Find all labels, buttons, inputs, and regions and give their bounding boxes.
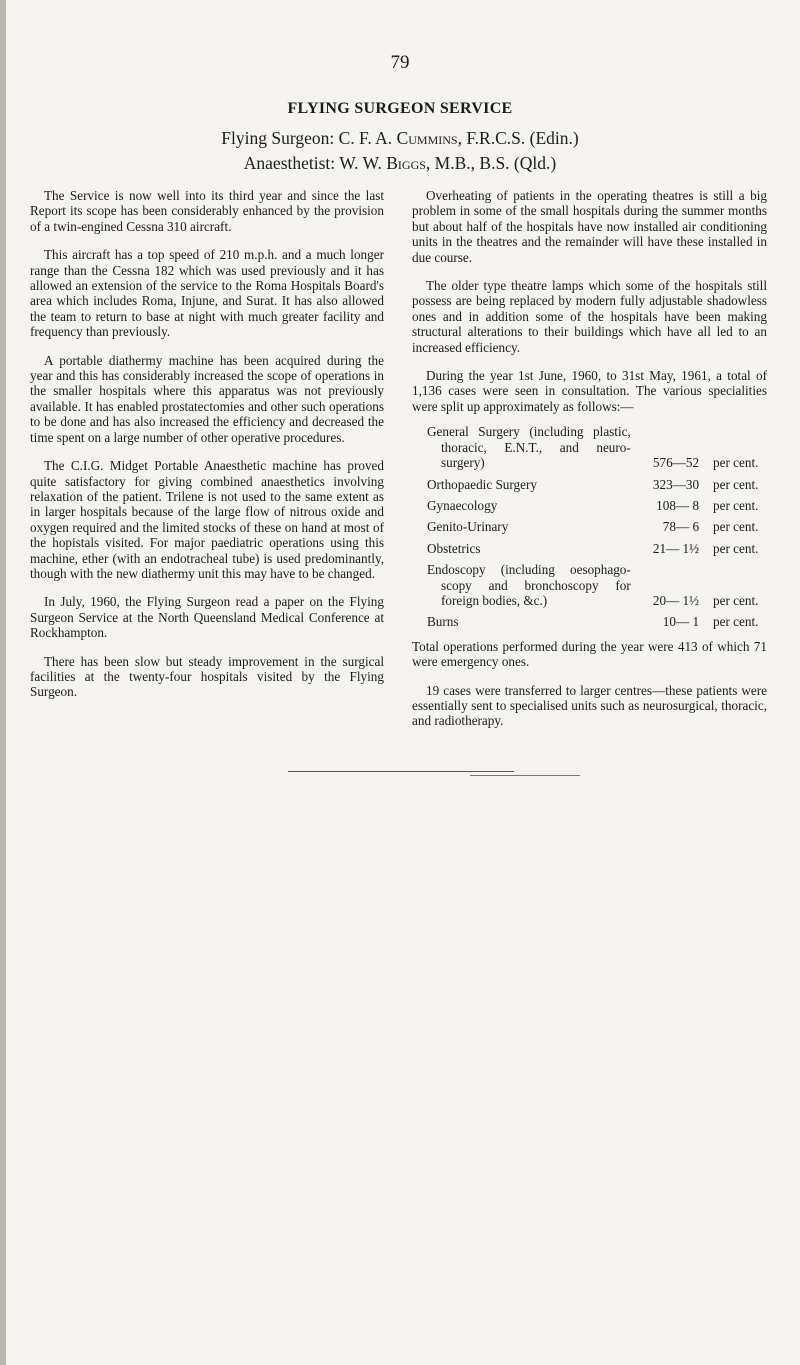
speciality-name: Obstetrics — [427, 540, 481, 556]
credit-anaesthetist — [0, 153, 800, 174]
paragraph: During the year 1st June, 1960, to 31st May, 1961, a total of 1,136 cases were seen in consultation. The various specialities were split up approximately as follows:— — [412, 368, 767, 414]
right-column — [412, 188, 767, 742]
page-number: 79 — [390, 52, 410, 73]
speciality-name: Endoscopy (including oesophago-scopy and bronchoscopy for foreign bodies, &c.) — [427, 562, 631, 608]
speciality-count: 21— 1½ — [652, 540, 700, 556]
speciality-unit: per cent. — [713, 476, 759, 492]
speciality-count: 78— 6 — [662, 519, 700, 535]
table-row — [427, 424, 767, 476]
speciality-name: Genito-Urinary — [427, 519, 509, 535]
paragraph: There has been slow but steady improvement in the surgical facilities at the twenty-four hospitals visited by the Flying Surgeon. — [30, 653, 384, 700]
credit-qualifications: , F.R.C.S. (Edin.) — [457, 128, 579, 148]
table-row — [427, 562, 767, 614]
credit-surname: Biggs — [386, 153, 426, 173]
paragraph: Total operations performed during the year were 413 of which 71 were emergency ones. — [412, 638, 767, 670]
speciality-count: 20— 1½ — [652, 592, 700, 608]
speciality-unit: per cent. — [713, 592, 759, 608]
paragraph: The C.I.G. Midget Portable Anaesthetic machine has proved quite satisfactory for giving combined anaesthetics involving relaxation of the patient. Trilene is not used to the same extent as in larger hospitals because of the large flow of nitrous oxide and oxygen required and the limited stocks of these on hand at most of the hopistals visited. For major paediatric operations using this machine, ether (with an endotracheal tube) is used predominantly, though with the new diathermy unit this may have to be changed. — [30, 458, 384, 581]
speciality-count: 10— 1 — [662, 614, 700, 630]
speciality-name: Gynaecology — [427, 497, 498, 513]
paragraph: 19 cases were transferred to larger centres—these patients were essentially sent to specialised units such as neurosurgical, thoracic, and radiotherapy. — [412, 682, 767, 729]
speciality-unit: per cent. — [713, 614, 759, 630]
credit-initials: C. F. A. — [338, 128, 393, 148]
table-row — [427, 519, 767, 540]
page-edge-shadow — [0, 0, 6, 1365]
paragraph: In July, 1960, the Flying Surgeon read a paper on the Flying Surgeon Service at the North Queensland Medical Conference at Rockhampton. — [30, 594, 384, 641]
speciality-name: Orthopaedic Surgery — [427, 476, 537, 492]
table-row — [427, 541, 767, 562]
table-row — [427, 614, 767, 635]
left-column — [30, 188, 384, 713]
speciality-count: 576—52 — [652, 455, 700, 471]
table-row — [427, 477, 767, 498]
paragraph: The older type theatre lamps which some of the hospitals still possess are being replaced by modern fully adjustable shadowless ones and in addition some of the hospitals have been making structural alterations to their buildings which have all led to an increased efficiency. — [412, 278, 767, 355]
credit-initials: W. W. — [339, 153, 382, 173]
credit-label: Anaesthetist: — [243, 153, 336, 173]
speciality-name: Burns — [427, 614, 459, 630]
credit-qualifications: , M.B., B.S. (Qld.) — [425, 153, 557, 173]
paragraph: A portable diathermy machine has been acquired during the year and this has considerably increased the scope of operations in the smaller hospitals where this apparatus was not previously available. It has enabled prostatectomies and other such operations to be done and has also increased the efficiency and decreased the time spent on a large number of other operative procedures. — [30, 352, 384, 445]
table-row — [427, 498, 767, 519]
speciality-count: 323—30 — [652, 476, 700, 492]
page-heading: FLYING SURGEON SERVICE — [287, 100, 513, 117]
speciality-unit: per cent. — [713, 540, 759, 556]
credit-surname: Cummins — [396, 128, 458, 148]
specialities-table — [427, 424, 767, 635]
divider-rule — [470, 775, 580, 776]
speciality-unit: per cent. — [713, 519, 759, 535]
speciality-name: General Surgery (including plastic, thoracic, E.N.T., and neuro-surgery) — [427, 424, 631, 471]
speciality-unit: per cent. — [713, 497, 759, 513]
speciality-unit: per cent. — [713, 455, 759, 471]
paragraph: Overheating of patients in the operating theatres is still a big problem in some of the small hospitals during the summer months but about half of the hospitals have now installed air conditioning units in the theatres and the remainder will have these installed in due course. — [412, 188, 767, 265]
paragraph: The Service is now well into its third year and since the last Report its scope has been considerably enhanced by the provision of a twin-engined Cessna 310 aircraft. — [30, 188, 384, 234]
credit-flying-surgeon — [0, 128, 800, 149]
credit-label: Flying Surgeon: — [221, 128, 335, 148]
divider-rule — [288, 771, 514, 772]
paragraph: This aircraft has a top speed of 210 m.p.h. and a much longer range than the Cessna 182 which was used previously and it has allowed an extension of the service to the Roma Hospitals Board's area which includes Roma, Injune, and Surat. It has also allowed the team to return to base at night with much greater facility and frequency than previously. — [30, 247, 384, 340]
speciality-count: 108— 8 — [656, 497, 700, 513]
